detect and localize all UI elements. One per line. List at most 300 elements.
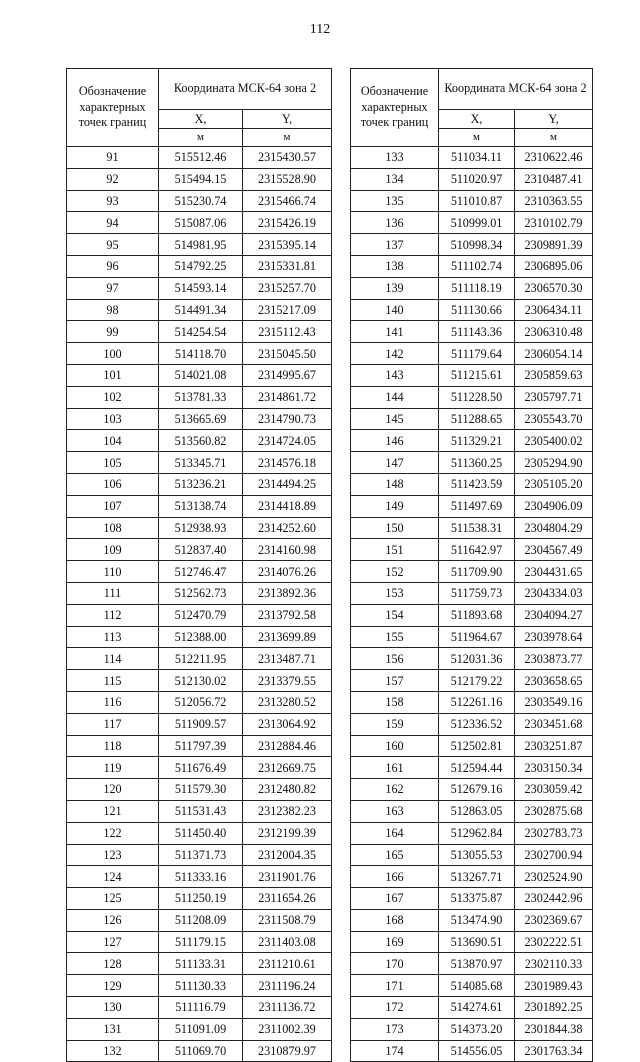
point-number: 173 xyxy=(351,1018,439,1040)
point-number: 168 xyxy=(351,909,439,931)
table-row xyxy=(351,931,593,953)
x-coordinate: 511179.15 xyxy=(159,931,243,953)
y-coordinate: 2315217.09 xyxy=(243,299,332,321)
x-coordinate: 510998.34 xyxy=(439,234,515,256)
point-designation-header: Обозначение характерных точек границ xyxy=(351,69,439,147)
point-number: 137 xyxy=(351,234,439,256)
point-number: 130 xyxy=(67,997,159,1019)
x-coordinate: 514792.25 xyxy=(159,255,243,277)
x-coordinate: 511360.25 xyxy=(439,452,515,474)
x-coordinate: 511909.57 xyxy=(159,713,243,735)
y-coordinate: 2306310.48 xyxy=(515,321,593,343)
x-coordinate: 511034.11 xyxy=(439,147,515,169)
y-coordinate: 2313379.55 xyxy=(243,670,332,692)
x-coordinate: 514085.68 xyxy=(439,975,515,997)
x-coordinate: 514981.95 xyxy=(159,234,243,256)
coordinates-table-left xyxy=(66,68,332,1062)
y-coordinate: 2305859.63 xyxy=(515,364,593,386)
table-row xyxy=(351,277,593,299)
point-number: 157 xyxy=(351,670,439,692)
point-designation-header: Обозначение характерных точек границ xyxy=(67,69,159,147)
table-row xyxy=(351,582,593,604)
point-number: 155 xyxy=(351,626,439,648)
point-number: 104 xyxy=(67,430,159,452)
table-row xyxy=(351,800,593,822)
table-row xyxy=(67,190,332,212)
y-coordinate: 2303873.77 xyxy=(515,648,593,670)
y-coordinate: 2312669.75 xyxy=(243,757,332,779)
y-coordinate: 2303978.64 xyxy=(515,626,593,648)
y-coordinate: 2311508.79 xyxy=(243,909,332,931)
x-coordinate: 511329.21 xyxy=(439,430,515,452)
x-coordinate: 514373.20 xyxy=(439,1018,515,1040)
point-number: 118 xyxy=(67,735,159,757)
table-row xyxy=(351,343,593,365)
table-row xyxy=(67,844,332,866)
table-row xyxy=(67,473,332,495)
y-coordinate: 2314494.25 xyxy=(243,473,332,495)
point-number: 140 xyxy=(351,299,439,321)
x-coordinate: 514593.14 xyxy=(159,277,243,299)
table-row xyxy=(67,670,332,692)
coordinates-table-right xyxy=(350,68,593,1062)
table-row xyxy=(67,495,332,517)
x-coordinate: 511228.50 xyxy=(439,386,515,408)
y-coordinate: 2310363.55 xyxy=(515,190,593,212)
y-coordinate: 2302369.67 xyxy=(515,909,593,931)
table-row xyxy=(67,364,332,386)
x-coordinate: 512837.40 xyxy=(159,539,243,561)
table-row xyxy=(351,888,593,910)
table-row xyxy=(67,713,332,735)
x-coordinate: 511288.65 xyxy=(439,408,515,430)
x-coordinate: 512261.16 xyxy=(439,691,515,713)
x-coordinate: 512470.79 xyxy=(159,604,243,626)
table-row xyxy=(351,670,593,692)
y-coordinate: 2301763.34 xyxy=(515,1040,593,1062)
x-coordinate: 515494.15 xyxy=(159,168,243,190)
point-number: 113 xyxy=(67,626,159,648)
x-coordinate: 515087.06 xyxy=(159,212,243,234)
coordinate-system-header: Координата МСК-64 зона 2 xyxy=(159,69,332,110)
x-coordinate: 512388.00 xyxy=(159,626,243,648)
point-number: 107 xyxy=(67,495,159,517)
y-coordinate: 2304906.09 xyxy=(515,495,593,517)
point-number: 154 xyxy=(351,604,439,626)
point-number: 99 xyxy=(67,321,159,343)
y-coordinate: 2302110.33 xyxy=(515,953,593,975)
y-coordinate: 2306054.14 xyxy=(515,343,593,365)
point-number: 131 xyxy=(67,1018,159,1040)
table-row xyxy=(351,430,593,452)
table-row xyxy=(351,1018,593,1040)
x-header: X, xyxy=(159,110,243,129)
table-row xyxy=(351,168,593,190)
x-coordinate: 514491.34 xyxy=(159,299,243,321)
x-unit: м xyxy=(439,129,515,147)
x-coordinate: 514556.05 xyxy=(439,1040,515,1062)
x-coordinate: 512962.84 xyxy=(439,822,515,844)
y-coordinate: 2312199.39 xyxy=(243,822,332,844)
point-number: 100 xyxy=(67,343,159,365)
x-coordinate: 512179.22 xyxy=(439,670,515,692)
table-row xyxy=(67,757,332,779)
point-number: 145 xyxy=(351,408,439,430)
point-number: 170 xyxy=(351,953,439,975)
point-number: 93 xyxy=(67,190,159,212)
x-coordinate: 513870.97 xyxy=(439,953,515,975)
y-coordinate: 2304567.49 xyxy=(515,539,593,561)
y-coordinate: 2302875.68 xyxy=(515,800,593,822)
y-coordinate: 2301844.38 xyxy=(515,1018,593,1040)
y-coordinate: 2301892.25 xyxy=(515,997,593,1019)
y-coordinate: 2314160.98 xyxy=(243,539,332,561)
x-coordinate: 511423.59 xyxy=(439,473,515,495)
y-coordinate: 2304804.29 xyxy=(515,517,593,539)
y-header: Y, xyxy=(515,110,593,129)
point-number: 144 xyxy=(351,386,439,408)
y-coordinate: 2312382.23 xyxy=(243,800,332,822)
table-row xyxy=(351,495,593,517)
point-number: 151 xyxy=(351,539,439,561)
x-coordinate: 511143.36 xyxy=(439,321,515,343)
x-coordinate: 511579.30 xyxy=(159,779,243,801)
table-row xyxy=(67,539,332,561)
table-row xyxy=(351,648,593,670)
table-row xyxy=(351,539,593,561)
point-number: 121 xyxy=(67,800,159,822)
y-coordinate: 2315257.70 xyxy=(243,277,332,299)
table-row xyxy=(351,1040,593,1062)
point-number: 134 xyxy=(351,168,439,190)
table-row xyxy=(67,212,332,234)
x-coordinate: 513267.71 xyxy=(439,866,515,888)
point-number: 161 xyxy=(351,757,439,779)
point-number: 126 xyxy=(67,909,159,931)
point-number: 105 xyxy=(67,452,159,474)
y-coordinate: 2302222.51 xyxy=(515,931,593,953)
y-coordinate: 2314076.26 xyxy=(243,561,332,583)
x-unit: м xyxy=(159,129,243,147)
table-row xyxy=(67,277,332,299)
y-coordinate: 2303549.16 xyxy=(515,691,593,713)
y-unit: м xyxy=(243,129,332,147)
table-row xyxy=(351,866,593,888)
table-row xyxy=(67,735,332,757)
y-coordinate: 2303251.87 xyxy=(515,735,593,757)
y-coordinate: 2315045.50 xyxy=(243,343,332,365)
point-number: 142 xyxy=(351,343,439,365)
y-coordinate: 2314576.18 xyxy=(243,452,332,474)
point-number: 110 xyxy=(67,561,159,583)
x-coordinate: 511531.43 xyxy=(159,800,243,822)
table-row xyxy=(351,626,593,648)
table-row xyxy=(67,452,332,474)
x-coordinate: 511642.97 xyxy=(439,539,515,561)
table-row xyxy=(67,517,332,539)
point-number: 163 xyxy=(351,800,439,822)
point-number: 164 xyxy=(351,822,439,844)
table-row xyxy=(351,517,593,539)
table-row xyxy=(351,757,593,779)
x-coordinate: 511964.67 xyxy=(439,626,515,648)
y-coordinate: 2310879.97 xyxy=(243,1040,332,1062)
point-number: 125 xyxy=(67,888,159,910)
table-row xyxy=(67,888,332,910)
x-coordinate: 511130.33 xyxy=(159,975,243,997)
point-number: 106 xyxy=(67,473,159,495)
point-number: 96 xyxy=(67,255,159,277)
x-coordinate: 512594.44 xyxy=(439,757,515,779)
y-coordinate: 2311136.72 xyxy=(243,997,332,1019)
x-coordinate: 514274.61 xyxy=(439,997,515,1019)
table-row xyxy=(67,234,332,256)
y-coordinate: 2315426.19 xyxy=(243,212,332,234)
point-number: 147 xyxy=(351,452,439,474)
y-coordinate: 2306434.11 xyxy=(515,299,593,321)
table-row xyxy=(351,473,593,495)
table-row xyxy=(67,430,332,452)
y-coordinate: 2313699.89 xyxy=(243,626,332,648)
table-row xyxy=(351,321,593,343)
x-coordinate: 513375.87 xyxy=(439,888,515,910)
y-coordinate: 2314790.73 xyxy=(243,408,332,430)
y-coordinate: 2301989.43 xyxy=(515,975,593,997)
x-coordinate: 515230.74 xyxy=(159,190,243,212)
x-coordinate: 513236.21 xyxy=(159,473,243,495)
x-coordinate: 512502.81 xyxy=(439,735,515,757)
x-coordinate: 512056.72 xyxy=(159,691,243,713)
x-coordinate: 513560.82 xyxy=(159,430,243,452)
y-coordinate: 2302442.96 xyxy=(515,888,593,910)
y-coordinate: 2314418.89 xyxy=(243,495,332,517)
table-row xyxy=(67,909,332,931)
point-number: 143 xyxy=(351,364,439,386)
point-number: 94 xyxy=(67,212,159,234)
table-row xyxy=(351,364,593,386)
point-number: 129 xyxy=(67,975,159,997)
x-coordinate: 511333.16 xyxy=(159,866,243,888)
y-coordinate: 2313280.52 xyxy=(243,691,332,713)
point-number: 115 xyxy=(67,670,159,692)
table-row xyxy=(67,648,332,670)
y-coordinate: 2304431.65 xyxy=(515,561,593,583)
table-row xyxy=(351,735,593,757)
y-coordinate: 2314861.72 xyxy=(243,386,332,408)
x-coordinate: 511450.40 xyxy=(159,822,243,844)
y-coordinate: 2311196.24 xyxy=(243,975,332,997)
y-coordinate: 2314724.05 xyxy=(243,430,332,452)
x-coordinate: 512938.93 xyxy=(159,517,243,539)
point-number: 95 xyxy=(67,234,159,256)
x-coordinate: 511102.74 xyxy=(439,255,515,277)
table-row xyxy=(67,255,332,277)
point-number: 138 xyxy=(351,255,439,277)
y-coordinate: 2315430.57 xyxy=(243,147,332,169)
point-number: 166 xyxy=(351,866,439,888)
point-number: 136 xyxy=(351,212,439,234)
table-row xyxy=(351,975,593,997)
y-coordinate: 2313792.58 xyxy=(243,604,332,626)
point-number: 141 xyxy=(351,321,439,343)
point-number: 153 xyxy=(351,582,439,604)
table-row xyxy=(351,190,593,212)
x-header: X, xyxy=(439,110,515,129)
x-coordinate: 512336.52 xyxy=(439,713,515,735)
y-coordinate: 2303658.65 xyxy=(515,670,593,692)
x-coordinate: 515512.46 xyxy=(159,147,243,169)
y-unit: м xyxy=(515,129,593,147)
x-coordinate: 511215.61 xyxy=(439,364,515,386)
y-coordinate: 2306895.06 xyxy=(515,255,593,277)
point-number: 139 xyxy=(351,277,439,299)
point-number: 169 xyxy=(351,931,439,953)
x-coordinate: 511130.66 xyxy=(439,299,515,321)
y-coordinate: 2314995.67 xyxy=(243,364,332,386)
y-coordinate: 2311002.39 xyxy=(243,1018,332,1040)
point-number: 159 xyxy=(351,713,439,735)
y-coordinate: 2305400.02 xyxy=(515,430,593,452)
point-number: 149 xyxy=(351,495,439,517)
table-row xyxy=(351,386,593,408)
table-row xyxy=(351,452,593,474)
y-coordinate: 2311901.76 xyxy=(243,866,332,888)
table-row xyxy=(67,997,332,1019)
table-row xyxy=(67,343,332,365)
point-number: 101 xyxy=(67,364,159,386)
point-number: 174 xyxy=(351,1040,439,1062)
point-number: 124 xyxy=(67,866,159,888)
table-row xyxy=(67,582,332,604)
table-row xyxy=(67,1018,332,1040)
x-coordinate: 513345.71 xyxy=(159,452,243,474)
table-row xyxy=(67,299,332,321)
y-coordinate: 2304334.03 xyxy=(515,582,593,604)
point-number: 98 xyxy=(67,299,159,321)
y-coordinate: 2305105.20 xyxy=(515,473,593,495)
point-number: 132 xyxy=(67,1040,159,1062)
point-number: 103 xyxy=(67,408,159,430)
table-row xyxy=(351,234,593,256)
y-coordinate: 2315331.81 xyxy=(243,255,332,277)
table-row xyxy=(67,931,332,953)
y-coordinate: 2312480.82 xyxy=(243,779,332,801)
table-row xyxy=(351,953,593,975)
table-row xyxy=(351,408,593,430)
x-coordinate: 512679.16 xyxy=(439,779,515,801)
y-coordinate: 2306570.30 xyxy=(515,277,593,299)
point-number: 102 xyxy=(67,386,159,408)
point-number: 122 xyxy=(67,822,159,844)
table-row xyxy=(67,691,332,713)
x-coordinate: 513690.51 xyxy=(439,931,515,953)
y-coordinate: 2303451.68 xyxy=(515,713,593,735)
x-coordinate: 512746.47 xyxy=(159,561,243,583)
table-row xyxy=(351,844,593,866)
x-coordinate: 511797.39 xyxy=(159,735,243,757)
table-row xyxy=(351,997,593,1019)
y-coordinate: 2313064.92 xyxy=(243,713,332,735)
point-number: 156 xyxy=(351,648,439,670)
point-number: 109 xyxy=(67,539,159,561)
point-number: 114 xyxy=(67,648,159,670)
point-number: 116 xyxy=(67,691,159,713)
point-number: 171 xyxy=(351,975,439,997)
y-coordinate: 2310622.46 xyxy=(515,147,593,169)
point-number: 119 xyxy=(67,757,159,779)
point-number: 165 xyxy=(351,844,439,866)
point-number: 172 xyxy=(351,997,439,1019)
point-number: 167 xyxy=(351,888,439,910)
table-row xyxy=(351,822,593,844)
table-row xyxy=(67,561,332,583)
x-coordinate: 511250.19 xyxy=(159,888,243,910)
table-row xyxy=(67,386,332,408)
x-coordinate: 511709.90 xyxy=(439,561,515,583)
y-coordinate: 2309891.39 xyxy=(515,234,593,256)
table-row xyxy=(351,255,593,277)
x-coordinate: 511208.09 xyxy=(159,909,243,931)
y-coordinate: 2313892.36 xyxy=(243,582,332,604)
x-coordinate: 510999.01 xyxy=(439,212,515,234)
x-coordinate: 512211.95 xyxy=(159,648,243,670)
coordinate-system-header: Координата МСК-64 зона 2 xyxy=(439,69,593,110)
x-coordinate: 511538.31 xyxy=(439,517,515,539)
y-coordinate: 2305294.90 xyxy=(515,452,593,474)
table-row xyxy=(351,561,593,583)
table-row xyxy=(351,147,593,169)
table-row xyxy=(67,975,332,997)
table-row xyxy=(67,626,332,648)
point-number: 111 xyxy=(67,582,159,604)
x-coordinate: 514118.70 xyxy=(159,343,243,365)
y-coordinate: 2304094.27 xyxy=(515,604,593,626)
y-header: Y, xyxy=(243,110,332,129)
y-coordinate: 2311210.61 xyxy=(243,953,332,975)
x-coordinate: 511179.64 xyxy=(439,343,515,365)
x-coordinate: 511010.87 xyxy=(439,190,515,212)
x-coordinate: 511091.09 xyxy=(159,1018,243,1040)
x-coordinate: 513055.53 xyxy=(439,844,515,866)
point-number: 112 xyxy=(67,604,159,626)
x-coordinate: 512863.05 xyxy=(439,800,515,822)
y-coordinate: 2315112.43 xyxy=(243,321,332,343)
page-number: 112 xyxy=(309,22,331,37)
y-coordinate: 2312884.46 xyxy=(243,735,332,757)
table-row xyxy=(67,779,332,801)
y-coordinate: 2314252.60 xyxy=(243,517,332,539)
y-coordinate: 2305797.71 xyxy=(515,386,593,408)
point-number: 97 xyxy=(67,277,159,299)
point-number: 135 xyxy=(351,190,439,212)
table-row xyxy=(67,321,332,343)
table-row xyxy=(351,909,593,931)
x-coordinate: 511118.19 xyxy=(439,277,515,299)
point-number: 92 xyxy=(67,168,159,190)
table-row xyxy=(67,408,332,430)
table-row xyxy=(351,212,593,234)
y-coordinate: 2305543.70 xyxy=(515,408,593,430)
y-coordinate: 2302524.90 xyxy=(515,866,593,888)
x-coordinate: 514254.54 xyxy=(159,321,243,343)
x-coordinate: 511497.69 xyxy=(439,495,515,517)
point-number: 152 xyxy=(351,561,439,583)
table-row xyxy=(67,168,332,190)
point-number: 162 xyxy=(351,779,439,801)
y-coordinate: 2315528.90 xyxy=(243,168,332,190)
x-coordinate: 514021.08 xyxy=(159,364,243,386)
point-number: 127 xyxy=(67,931,159,953)
